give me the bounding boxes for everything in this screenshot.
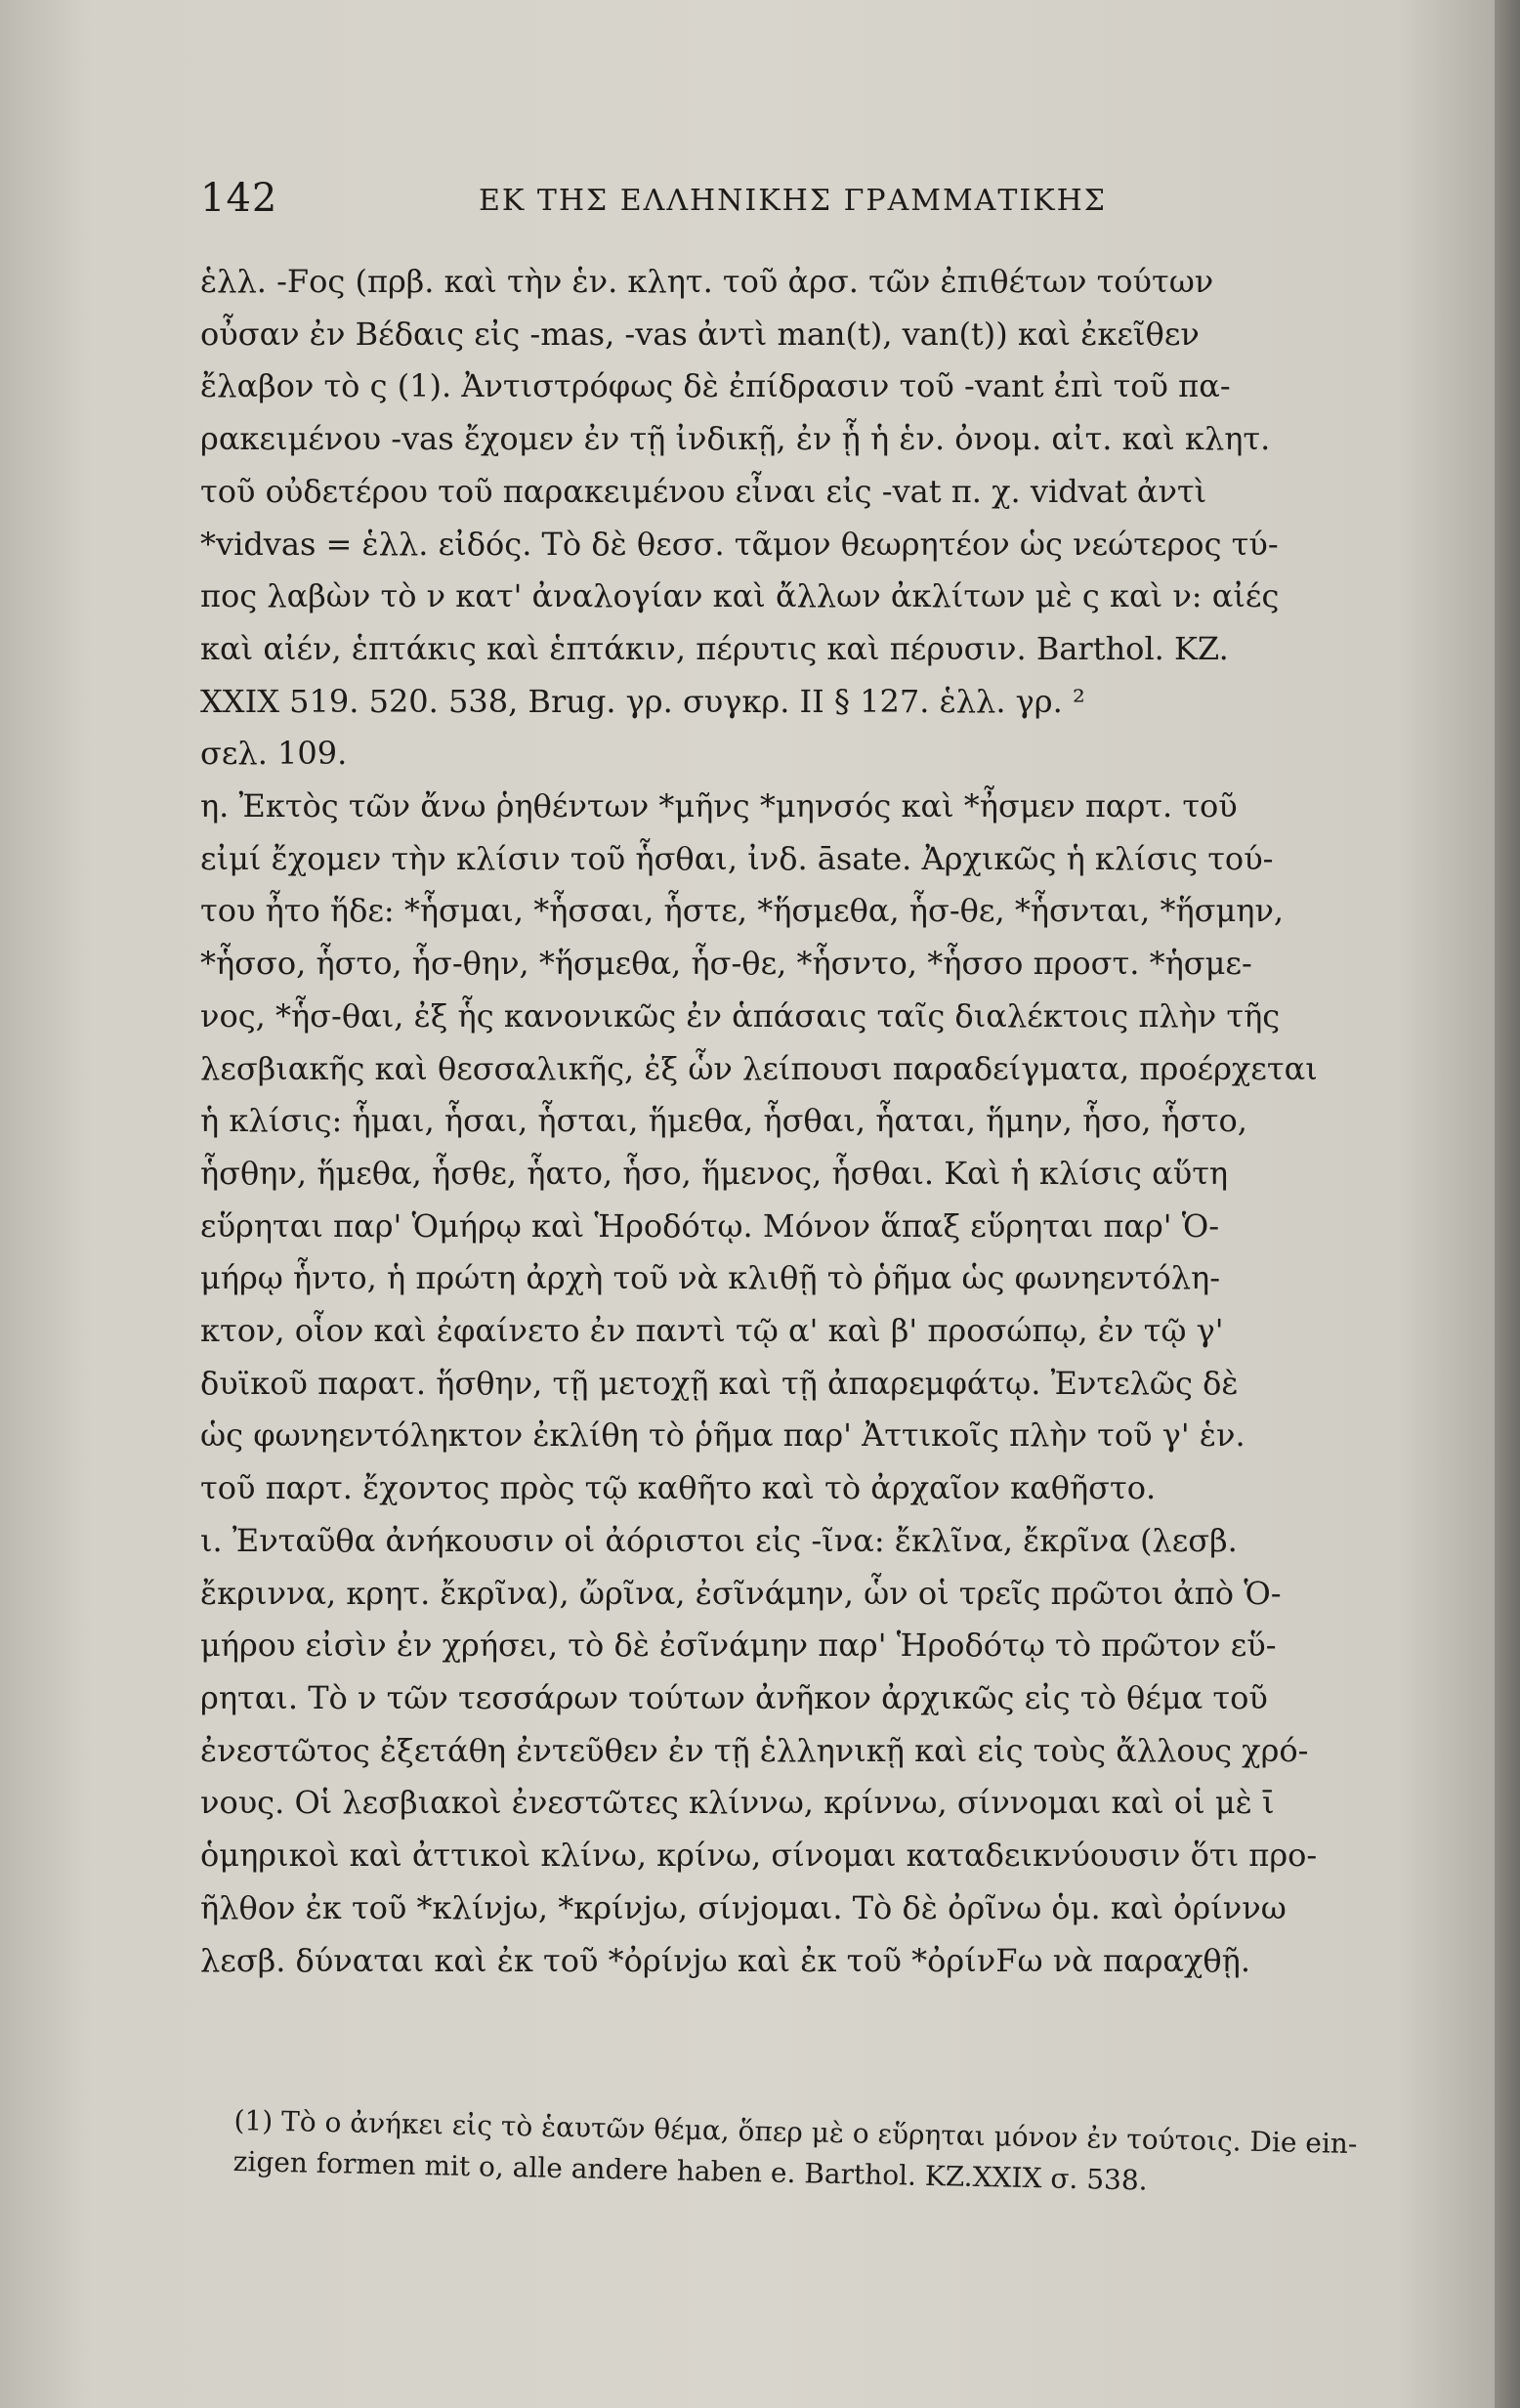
text-line: ὡς φωνηεντόληκτον ἐκλίθη τὸ ῥῆμα παρ' Ἀττικοῖς πλὴν τοῦ γ' ἑν.	[200, 1416, 1246, 1455]
text-line: ἔλαβον τὸ ς (1). Ἀντιστρόφως δὲ ἐπίδρασιν τοῦ -vant ἐπὶ τοῦ πα-	[200, 367, 1231, 405]
text-line: σελ. 109.	[200, 735, 348, 773]
text-line: εἰμί ἔχομεν τὴν κλίσιν τοῦ ἧσθαι, ἰνδ. āsate. Ἀρχικῶς ἡ κλίσις τού-	[200, 839, 1274, 877]
page-number: 142	[200, 176, 278, 221]
text-line: ὁμηρικοὶ καὶ ἀττικοὶ κλίνω, κρίνω, σίνομαι καταδεικνύουσιν ὅτι προ-	[200, 1837, 1318, 1875]
text-line: οὖσαν ἐν Βέδαις εἰς -mas, -vas ἀντὶ man(t), van(t)) καὶ ἐκεῖθεν	[200, 315, 1200, 353]
text-line: XXIX 519. 520. 538, Brug. γρ. συγκρ. II § 127. ἑλλ. γρ. ²	[200, 682, 1085, 720]
text-line: λεσβιακῆς καὶ θεσσαλικῆς, ἐξ ὧν λείπουσι παραδείγματα, προέρχεται	[200, 1049, 1318, 1087]
text-line: *vidvas = ἑλλ. εἰδός. Τὸ δὲ θεσσ. τᾶμον θεωρητέον ὡς νεώτερος τύ-	[200, 525, 1279, 563]
text-line: του ἦτο ἥδε: *ἧσμαι, *ἧσσαι, ἧστε, *ἥσμεθα, ἧσ-θε, *ἧσνται, *ἥσμην,	[200, 892, 1285, 930]
text-line: ἧσθην, ἥμεθα, ἧσθε, ἧατο, ἧσο, ἥμενος, ἧσθαι. Καὶ ἡ κλίσις αὕτη	[200, 1154, 1229, 1192]
text-line: μήρῳ ἧντο, ἡ πρώτη ἀρχὴ τοῦ νὰ κλιθῇ τὸ ῥῆμα ὡς φωνηεντόλη-	[200, 1259, 1221, 1297]
footnote-line: (1) Τὸ ο ἀνήκει εἰς τὸ ἑαυτῶν θέμα, ὅπερ μὲ ο εὕρηται μόνον ἐν τούτοις. Die ein-	[233, 2103, 1358, 2161]
text-line: ἐνεστῶτος ἐξετάθη ἐντεῦθεν ἐν τῇ ἑλληνικῇ καὶ εἰς τοὺς ἄλλους χρό-	[200, 1731, 1309, 1769]
text-line: δυϊκοῦ παρατ. ἥσθην, τῇ μετοχῇ καὶ τῇ ἀπαρεμφάτῳ. Ἐντελῶς δὲ	[200, 1364, 1239, 1402]
footnote-line: zigen formen mit o, alle andere haben e. Barthol. KZ.XXIX σ. 538.	[232, 2144, 1148, 2197]
text-line: εὕρηται παρ' Ὁμήρῳ καὶ Ἡροδότῳ. Μόνον ἅπαξ εὕρηται παρ' Ὁ-	[200, 1206, 1220, 1245]
text-line: κτον, οἷον καὶ ἐφαίνετο ἐν παντὶ τῷ α' καὶ β' προσώπῳ, ἐν τῷ γ'	[200, 1312, 1224, 1350]
text-line: ρηται. Τὸ ν τῶν τεσσάρων τούτων ἀνῆκον ἀρχικῶς εἰς τὸ θέμα τοῦ	[200, 1678, 1268, 1716]
text-line: ἡ κλίσις: ἧμαι, ἧσαι, ἧσται, ἥμεθα, ἧσθαι, ἧαται, ἥμην, ἧσο, ἧστο,	[200, 1102, 1247, 1140]
page-edge-shadow	[1495, 0, 1520, 2408]
text-line: τοῦ παρτ. ἔχοντος πρὸς τῷ καθῆτο καὶ τὸ ἀρχαῖον καθῆστο.	[200, 1469, 1157, 1507]
text-line: η. Ἐκτὸς τῶν ἄνω ῥηθέντων *μῆνς *μηνσός καὶ *ἦσμεν παρτ. τοῦ	[200, 787, 1238, 825]
text-line: *ἧσσο, ἧστο, ἧσ-θην, *ἥσμεθα, ἧσ-θε, *ἧσντο, *ἧσσο προστ. *ἡσμε-	[200, 945, 1252, 983]
running-head: ΕΚ ΤΗΣ ΕΛΛΗΝΙΚΗΣ ΓΡΑΜΜΑΤΙΚΗΣ	[479, 184, 1107, 218]
text-line: ι. Ἐνταῦθα ἀνήκουσιν οἱ ἀόριστοι εἰς -ῖνα: ἔκλῖνα, ἔκρῖνα (λεσβ.	[200, 1521, 1238, 1559]
body-text	[200, 256, 1353, 1987]
text-line: νους. Οἱ λεσβιακοὶ ἐνεστῶτες κλίννω, κρίννω, σίννομαι καὶ οἱ μὲ ῑ	[200, 1784, 1275, 1822]
text-line: τοῦ οὐδετέρου τοῦ παρακειμένου εἶναι εἰς -vat π. χ. vidvat ἀντὶ	[200, 472, 1207, 510]
page-header	[200, 176, 1353, 234]
text-line: ἔκριννα, κρητ. ἔκρῖνα), ὤρῖνα, ἐσῖνάμην, ὧν οἱ τρεῖς πρῶτοι ἀπὸ Ὁ-	[200, 1574, 1282, 1612]
text-line: μήρου εἰσὶν ἐν χρήσει, τὸ δὲ ἐσῖνάμην παρ' Ἡροδότῳ τὸ πρῶτον εὕ-	[200, 1626, 1277, 1665]
text-line: λεσβ. δύναται καὶ ἐκ τοῦ *ὀρίνjω καὶ ἐκ τοῦ *ὀρίνFω νὰ παραχθῇ.	[200, 1941, 1250, 1979]
text-line: ῆλθον ἐκ τοῦ *κλίνjω, *κρίνjω, σίνjομαι. Τὸ δὲ ὀρῖνω ὁμ. καὶ ὀρίννω	[200, 1888, 1287, 1926]
text-line: ρακειμένου -vas ἔχομεν ἐν τῇ ἰνδικῇ, ἐν ᾗ ἡ ἑν. ὀνομ. αἰτ. καὶ κλητ.	[200, 420, 1271, 458]
text-line: καὶ αἰέν, ἑπτάκις καὶ ἑπτάκιν, πέρυτις καὶ πέρυσιν. Barthol. KZ.	[200, 629, 1229, 667]
text-line: πος λαβὼν τὸ ν κατ' ἀναλογίαν καὶ ἄλλων ἀκλίτων μὲ ς καὶ ν: αἰές	[200, 577, 1280, 615]
text-line: νος, *ἧσ-θαι, ἐξ ἧς κανονικῶς ἐν ἁπάσαις ταῖς διαλέκτοις πλὴν τῆς	[200, 996, 1281, 1035]
text-line: ἑλλ. -Fος (πρβ. καὶ τὴν ἑν. κλητ. τοῦ ἀρσ. τῶν ἐπιθέτων τούτων	[200, 263, 1214, 300]
footnote	[232, 2100, 1358, 2206]
